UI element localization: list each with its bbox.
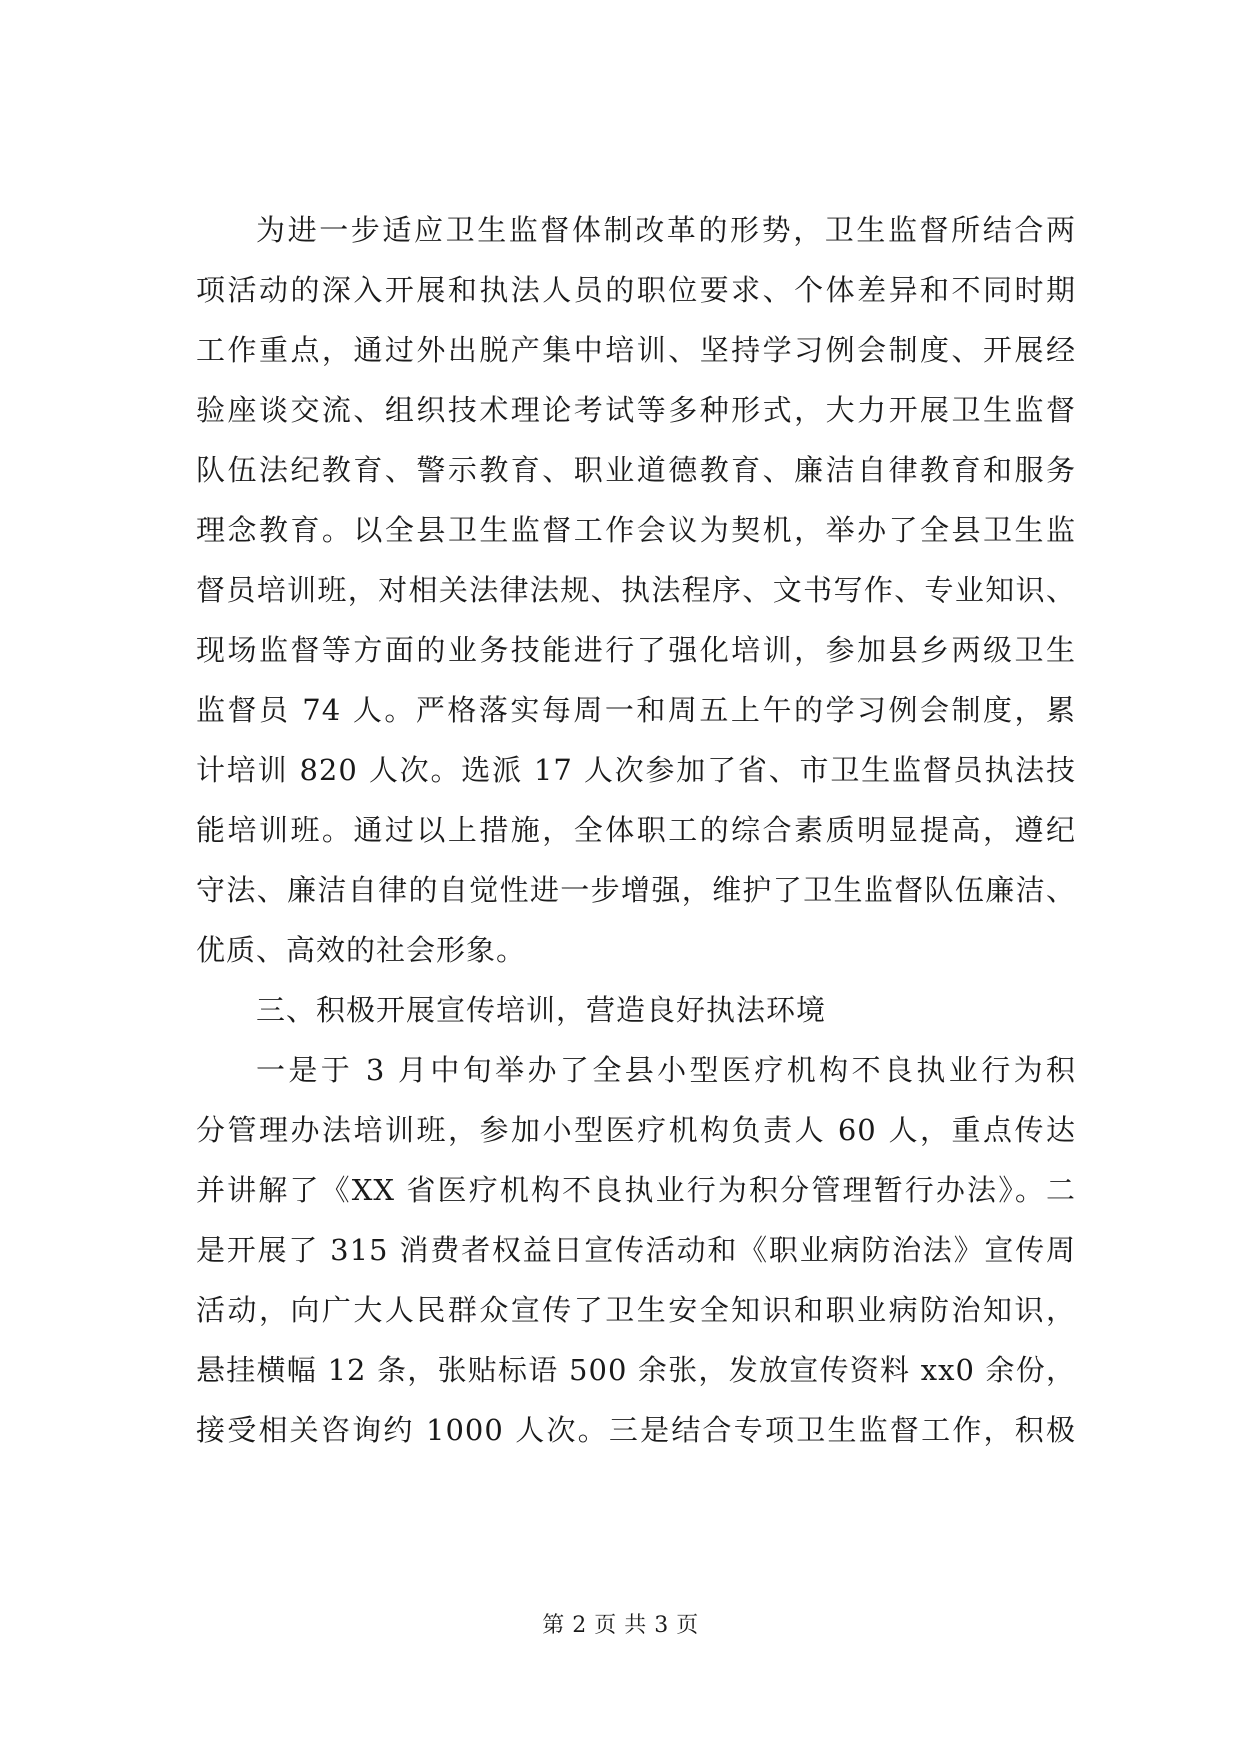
paragraph-line: 能培训班。通过以上措施，全体职工的综合素质明显提高，遵纪	[196, 813, 1076, 847]
paragraph-line: 计培训 820 人次。选派 17 人次参加了省、市卫生监督员执法技	[196, 753, 1076, 787]
paragraph-line: 一是于 3 月中旬举办了全县小型医疗机构不良执业行为积	[256, 1053, 1076, 1087]
paragraph-line: 项活动的深入开展和执法人员的职位要求、个体差异和不同时期	[196, 273, 1076, 307]
paragraph-line: 督员培训班，对相关法律法规、执法程序、文书写作、专业知识、	[196, 573, 1076, 607]
paragraph-line: 优质、高效的社会形象。	[196, 933, 527, 967]
paragraph-line: 悬挂横幅 12 条，张贴标语 500 余张，发放宣传资料 xx0 余份，	[196, 1353, 1076, 1387]
paragraph-line: 验座谈交流、组织技术理论考试等多种形式，大力开展卫生监督	[196, 393, 1076, 427]
page-number-footer: 第 2 页 共 3 页	[542, 1613, 699, 1638]
paragraph-line: 接受相关咨询约 1000 人次。三是结合专项卫生监督工作，积极	[196, 1413, 1076, 1447]
paragraph-line: 为进一步适应卫生监督体制改革的形势，卫生监督所结合两	[256, 213, 1076, 247]
paragraph-line: 队伍法纪教育、警示教育、职业道德教育、廉洁自律教育和服务	[196, 453, 1076, 487]
paragraph-line: 现场监督等方面的业务技能进行了强化培训，参加县乡两级卫生	[196, 633, 1076, 667]
paragraph-line: 是开展了 315 消费者权益日宣传活动和《职业病防治法》宣传周	[196, 1233, 1076, 1267]
paragraph-line: 工作重点，通过外出脱产集中培训、坚持学习例会制度、开展经	[196, 333, 1076, 367]
paragraph-line: 分管理办法培训班，参加小型医疗机构负责人 60 人，重点传达	[196, 1113, 1076, 1147]
paragraph-line: 活动，向广大人民群众宣传了卫生安全知识和职业病防治知识，	[196, 1293, 1076, 1327]
paragraph-line: 守法、廉洁自律的自觉性进一步增强，维护了卫生监督队伍廉洁、	[196, 873, 1076, 907]
paragraph-line: 理念教育。以全县卫生监督工作会议为契机，举办了全县卫生监	[196, 513, 1076, 547]
paragraph-line: 并讲解了《XX 省医疗机构不良执业行为积分管理暂行办法》。二	[196, 1173, 1076, 1207]
section-heading: 三、积极开展宣传培训，营造良好执法环境	[256, 993, 827, 1027]
paragraph-line: 监督员 74 人。严格落实每周一和周五上午的学习例会制度，累	[196, 693, 1076, 727]
document-body	[196, 200, 1076, 1460]
